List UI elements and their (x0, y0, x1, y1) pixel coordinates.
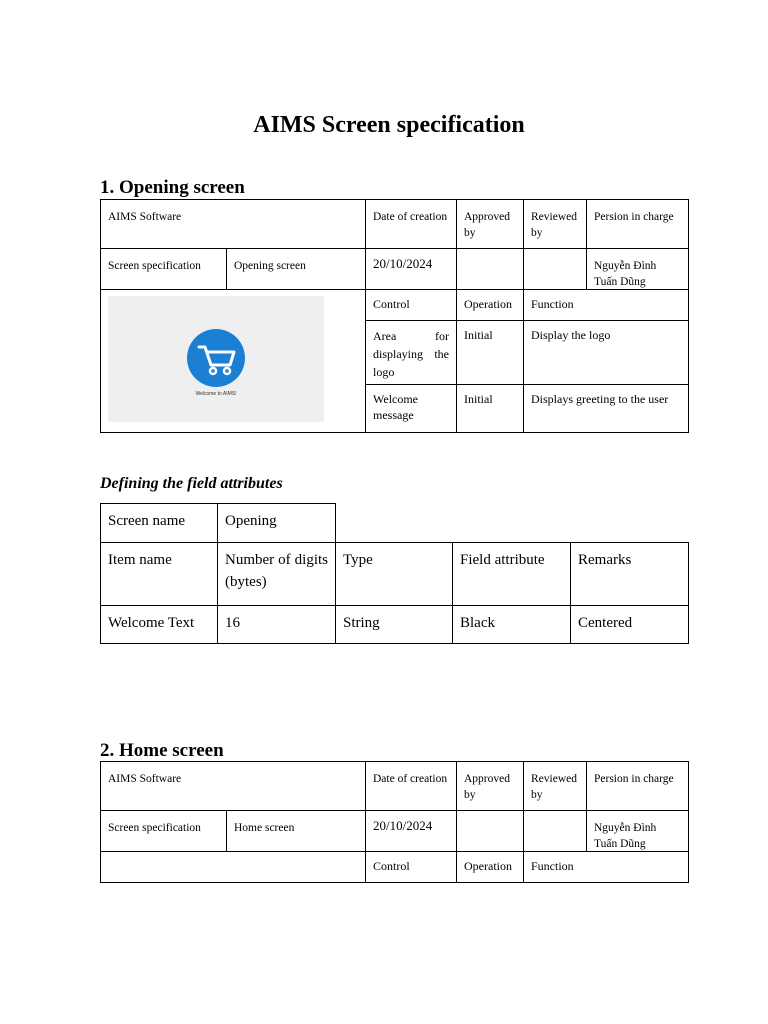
table-row (101, 606, 689, 644)
column-header: Type (336, 543, 453, 606)
screen-mockup-cell (101, 290, 366, 433)
operation-welcome: Initial (457, 385, 524, 433)
approved-by-label: Approved by (464, 773, 510, 801)
document-title: AIMS Screen specification (253, 112, 525, 138)
person-in-charge-label: Persion in charge (594, 773, 674, 785)
screen-name-value: Opening (218, 504, 336, 543)
reviewed-by-label: Reviewed by (531, 211, 577, 239)
column-header: Remarks (571, 543, 689, 606)
operation-logo-area: Initial (457, 321, 524, 385)
table-cell: String (336, 606, 453, 644)
welcome-caption: Welcome to AIMS! (195, 391, 237, 397)
field-attributes-heading: Defining the field attributes (100, 475, 283, 492)
home-spec-table (100, 761, 689, 883)
shopping-cart-icon (187, 329, 245, 387)
date-of-creation-label: Date of creation (373, 773, 448, 785)
column-header: Item name (101, 543, 218, 606)
function-logo-area: Display the logo (524, 321, 689, 385)
reviewed-by-label: Reviewed by (531, 773, 577, 801)
screen-mockup (108, 296, 324, 422)
person-in-charge-value: Nguyễn Đình Tuấn Dũng (594, 822, 657, 850)
person-in-charge-label: Persion in charge (594, 211, 674, 223)
control-logo-area: Area for displaying the logo (373, 329, 449, 379)
approved-by-value (457, 249, 524, 290)
reviewed-by-value (524, 811, 587, 852)
date-value: 20/10/2024 (366, 811, 457, 852)
function-welcome: Displays greeting to the user (524, 385, 689, 433)
approved-by-value (457, 811, 524, 852)
person-in-charge-value: Nguyễn Đình Tuấn Dũng (594, 260, 657, 288)
control-header: Control (366, 290, 457, 321)
operation-header: Operation (457, 290, 524, 321)
table-cell: Centered (571, 606, 689, 644)
date-value: 20/10/2024 (366, 249, 457, 290)
software-name: AIMS Software (108, 773, 182, 785)
table-cell: Black (453, 606, 571, 644)
column-header: Number of digits (bytes) (225, 552, 328, 590)
operation-header: Operation (457, 852, 524, 883)
screen-name-label: Screen name (101, 504, 218, 543)
field-attributes-table (100, 503, 689, 644)
table-cell: Welcome Text (101, 606, 218, 644)
approved-by-label: Approved by (464, 211, 510, 239)
reviewed-by-value (524, 249, 587, 290)
screen-name-value: Opening screen (234, 260, 306, 272)
control-header: Control (366, 852, 457, 883)
section-heading-opening: 1. Opening screen (100, 177, 245, 198)
function-header: Function (524, 852, 689, 883)
screen-mockup-cell (101, 852, 366, 883)
section-heading-home: 2. Home screen (100, 740, 224, 761)
control-welcome: Welcome message (366, 385, 457, 433)
screen-name-value: Home screen (234, 822, 295, 834)
function-header: Function (524, 290, 689, 321)
date-of-creation-label: Date of creation (373, 211, 448, 223)
table-cell: 16 (218, 606, 336, 644)
column-header: Field attribute (453, 543, 571, 606)
screen-spec-label: Screen specification (108, 260, 201, 272)
screen-spec-label: Screen specification (108, 822, 201, 834)
opening-spec-table (100, 199, 689, 433)
software-name: AIMS Software (108, 211, 182, 223)
